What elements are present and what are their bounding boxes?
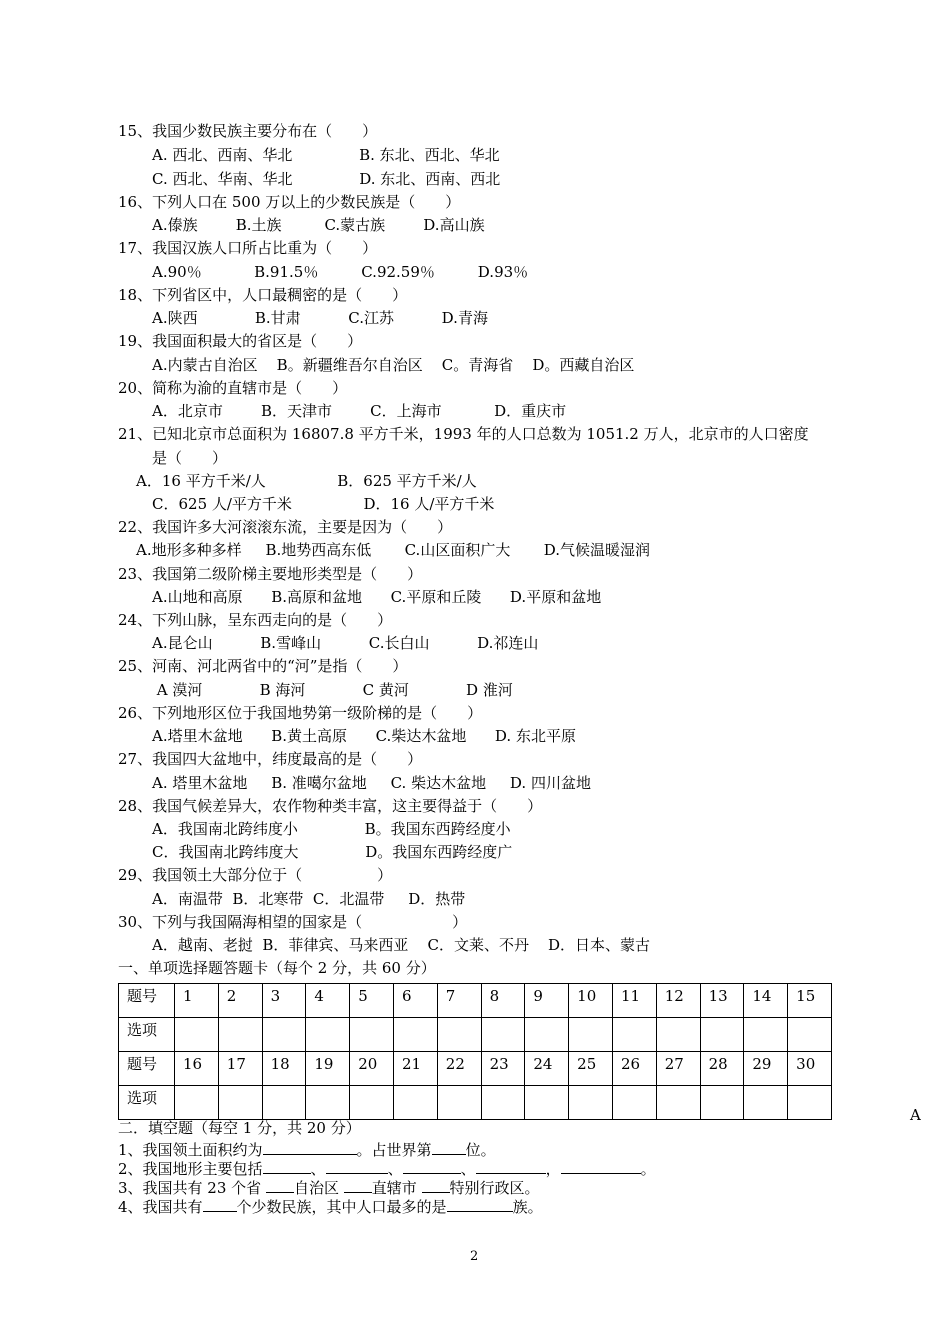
answer-cell[interactable] [788,1018,832,1052]
question-20: 20、简称为渝的直辖市是（ ） [118,379,348,397]
card-num: 13 [700,984,744,1018]
question-17: 17、我国汉族人口所占比重为（ ） [118,239,378,257]
answer-cell[interactable] [306,1018,350,1052]
options-28-line1: A．我国南北跨纬度小 B。我国东西跨经度小 [152,820,511,838]
blank-field[interactable] [203,1196,237,1212]
answer-cell[interactable] [262,1018,306,1052]
answer-cell[interactable] [393,1018,437,1052]
question-23: 23、我国第二级阶梯主要地形类型是（ ） [118,565,423,583]
answer-card-heading: 一、单项选择题答题卡（每个 2 分，共 60 分） [118,959,436,977]
options-21-line2: C．625 人/平方千米 D．16 人/平方千米 [152,495,495,513]
options-25: A 漠河 B 海河 C 黄河 D 淮河 [152,681,513,699]
side-marker: A [910,1106,921,1124]
question-29: 29、我国领土大部分位于（ ） [118,866,393,884]
card-num: 7 [437,984,481,1018]
question-19: 19、我国面积最大的省区是（ ） [118,332,363,350]
question-16: 16、下列人口在 500 万以上的少数民族是（ ） [118,193,461,211]
answer-cell[interactable] [569,1018,613,1052]
answer-cell[interactable] [525,1018,569,1052]
answer-cell[interactable] [262,1086,306,1120]
options-30: A．越南、老挝 B．菲律宾、马来西亚 C．文莱、不丹 D．日本、蒙古 [152,936,651,954]
answer-card-row-answers-2 [119,1086,832,1120]
question-22: 22、我国许多大河滚滚东流，主要是因为（ ） [118,518,453,536]
label-option: 选项 [119,1018,175,1052]
options-19: A.内蒙古自治区 B。新疆维吾尔自治区 C。青海省 D。西藏自治区 [152,356,635,374]
options-28-line2: C．我国南北跨纬度大 D。我国东西跨经度广 [152,843,513,861]
fill-question-3: 3、我国共有 23 个省 自治区 直辖市 特别行政区。 [118,1179,540,1197]
answer-card-row-numbers-1 [119,984,832,1018]
card-num: 16 [175,1052,219,1086]
answer-cell[interactable] [306,1086,350,1120]
card-num: 15 [788,984,832,1018]
options-15-line2: C. 西北、华南、华北 D. 东北、西南、西北 [152,170,501,188]
options-21-line1: A．16 平方千米/人 B．625 平方千米/人 [136,472,477,490]
card-num: 19 [306,1052,350,1086]
card-num: 21 [393,1052,437,1086]
label-option: 选项 [119,1086,175,1120]
answer-cell[interactable] [481,1018,525,1052]
card-num: 12 [656,984,700,1018]
question-21-cont: 是（ ） [152,449,228,467]
card-num: 3 [262,984,306,1018]
card-num: 6 [393,984,437,1018]
answer-cell[interactable] [218,1018,262,1052]
answer-cell[interactable] [175,1086,219,1120]
answer-cell[interactable] [175,1018,219,1052]
answer-cell[interactable] [788,1086,832,1120]
answer-cell[interactable] [656,1018,700,1052]
options-29: A．南温带 B．北寒带 C．北温带 D．热带 [152,890,466,908]
card-num: 2 [218,984,262,1018]
blank-field[interactable] [422,1177,450,1193]
card-num: 1 [175,984,219,1018]
options-15-line1: A. 西北、西南、华北 B. 东北、西北、华北 [152,146,500,164]
options-16: A.傣族 B.土族 C.蒙古族 D.高山族 [152,216,485,234]
card-num: 14 [744,984,788,1018]
card-num: 17 [218,1052,262,1086]
answer-card-table [118,983,832,1120]
blank-field[interactable] [263,1139,357,1155]
card-num: 22 [437,1052,481,1086]
label-question-number: 题号 [119,984,175,1018]
options-23: A.山地和高原 B.高原和盆地 C.平原和丘陵 D.平原和盆地 [152,588,602,606]
fill-heading: 二．填空题（每空 1 分，共 20 分） [118,1119,361,1137]
answer-card-row-answers-1 [119,1018,832,1052]
blank-field[interactable] [263,1158,311,1174]
question-15: 15、我国少数民族主要分布在（ ） [118,122,378,140]
fill-question-1: 1、我国领土面积约为 。占世界第 位。 [118,1141,496,1159]
blank-field[interactable] [326,1158,388,1174]
blank-field[interactable] [432,1139,466,1155]
options-20: A．北京市 B．天津市 C．上海市 D．重庆市 [152,402,567,420]
question-18: 18、下列省区中，人口最稠密的是（ ） [118,286,408,304]
card-num: 29 [744,1052,788,1086]
card-num: 11 [612,984,656,1018]
fill-question-4: 4、我国共有 个少数民族，其中人口最多的是 族。 [118,1198,543,1216]
blank-field[interactable] [266,1177,294,1193]
card-num: 27 [656,1052,700,1086]
answer-cell[interactable] [744,1086,788,1120]
blank-field[interactable] [476,1158,546,1174]
question-25: 25、河南、河北两省中的“河”是指（ ） [118,657,408,675]
blank-field[interactable] [403,1158,461,1174]
fill-question-2: 2、我国地形主要包括 、 、 、 ， 。 [118,1160,656,1178]
answer-cell[interactable] [350,1086,394,1120]
answer-card-row-numbers-2 [119,1052,832,1086]
answer-cell[interactable] [437,1018,481,1052]
options-17: A.90％ B.91.5％ C.92.59％ D.93％ [152,263,529,281]
card-num: 4 [306,984,350,1018]
question-30: 30、下列与我国隔海相望的国家是（ ） [118,913,468,931]
label-question-number: 题号 [119,1052,175,1086]
card-num: 10 [569,984,613,1018]
card-num: 20 [350,1052,394,1086]
card-num: 8 [481,984,525,1018]
options-27: A. 塔里木盆地 B. 准噶尔盆地 C. 柴达木盆地 D. 四川盆地 [152,774,591,792]
answer-cell[interactable] [612,1018,656,1052]
answer-cell[interactable] [218,1086,262,1120]
card-num: 24 [525,1052,569,1086]
answer-cell[interactable] [481,1086,525,1120]
card-num: 25 [569,1052,613,1086]
card-num: 30 [788,1052,832,1086]
card-num: 28 [700,1052,744,1086]
page-number: 2 [470,1249,479,1264]
options-26: A.塔里木盆地 B.黄土高原 C.柴达木盆地 D. 东北平原 [152,727,576,745]
card-num: 9 [525,984,569,1018]
options-24: A.昆仑山 B.雪峰山 C.长白山 D.祁连山 [152,634,539,652]
blank-field[interactable] [344,1177,372,1193]
card-num: 23 [481,1052,525,1086]
answer-cell[interactable] [700,1018,744,1052]
answer-cell[interactable] [612,1086,656,1120]
blank-field[interactable] [447,1196,513,1212]
question-27: 27、我国四大盆地中，纬度最高的是（ ） [118,750,423,768]
answer-cell[interactable] [525,1086,569,1120]
answer-cell[interactable] [700,1086,744,1120]
question-24: 24、下列山脉，呈东西走向的是（ ） [118,611,393,629]
card-num: 18 [262,1052,306,1086]
question-28: 28、我国气候差异大，农作物种类丰富，这主要得益于（ ） [118,797,543,815]
answer-cell[interactable] [350,1018,394,1052]
answer-cell[interactable] [393,1086,437,1120]
question-21: 21、已知北京市总面积为 16807.8 平方千米，1993 年的人口总数为 1051.2 万人，北京市的人口密度 [118,425,809,443]
answer-cell[interactable] [744,1018,788,1052]
answer-cell[interactable] [437,1086,481,1120]
answer-cell[interactable] [569,1086,613,1120]
blank-field[interactable] [561,1158,641,1174]
options-18: A.陕西 B.甘肃 C.江苏 D.青海 [152,309,488,327]
question-26: 26、下列地形区位于我国地势第一级阶梯的是（ ） [118,704,483,722]
options-22: A.地形多种多样 B.地势西高东低 C.山区面积广大 D.气候温暖湿润 [136,541,650,559]
answer-cell[interactable] [656,1086,700,1120]
card-num: 26 [612,1052,656,1086]
card-num: 5 [350,984,394,1018]
